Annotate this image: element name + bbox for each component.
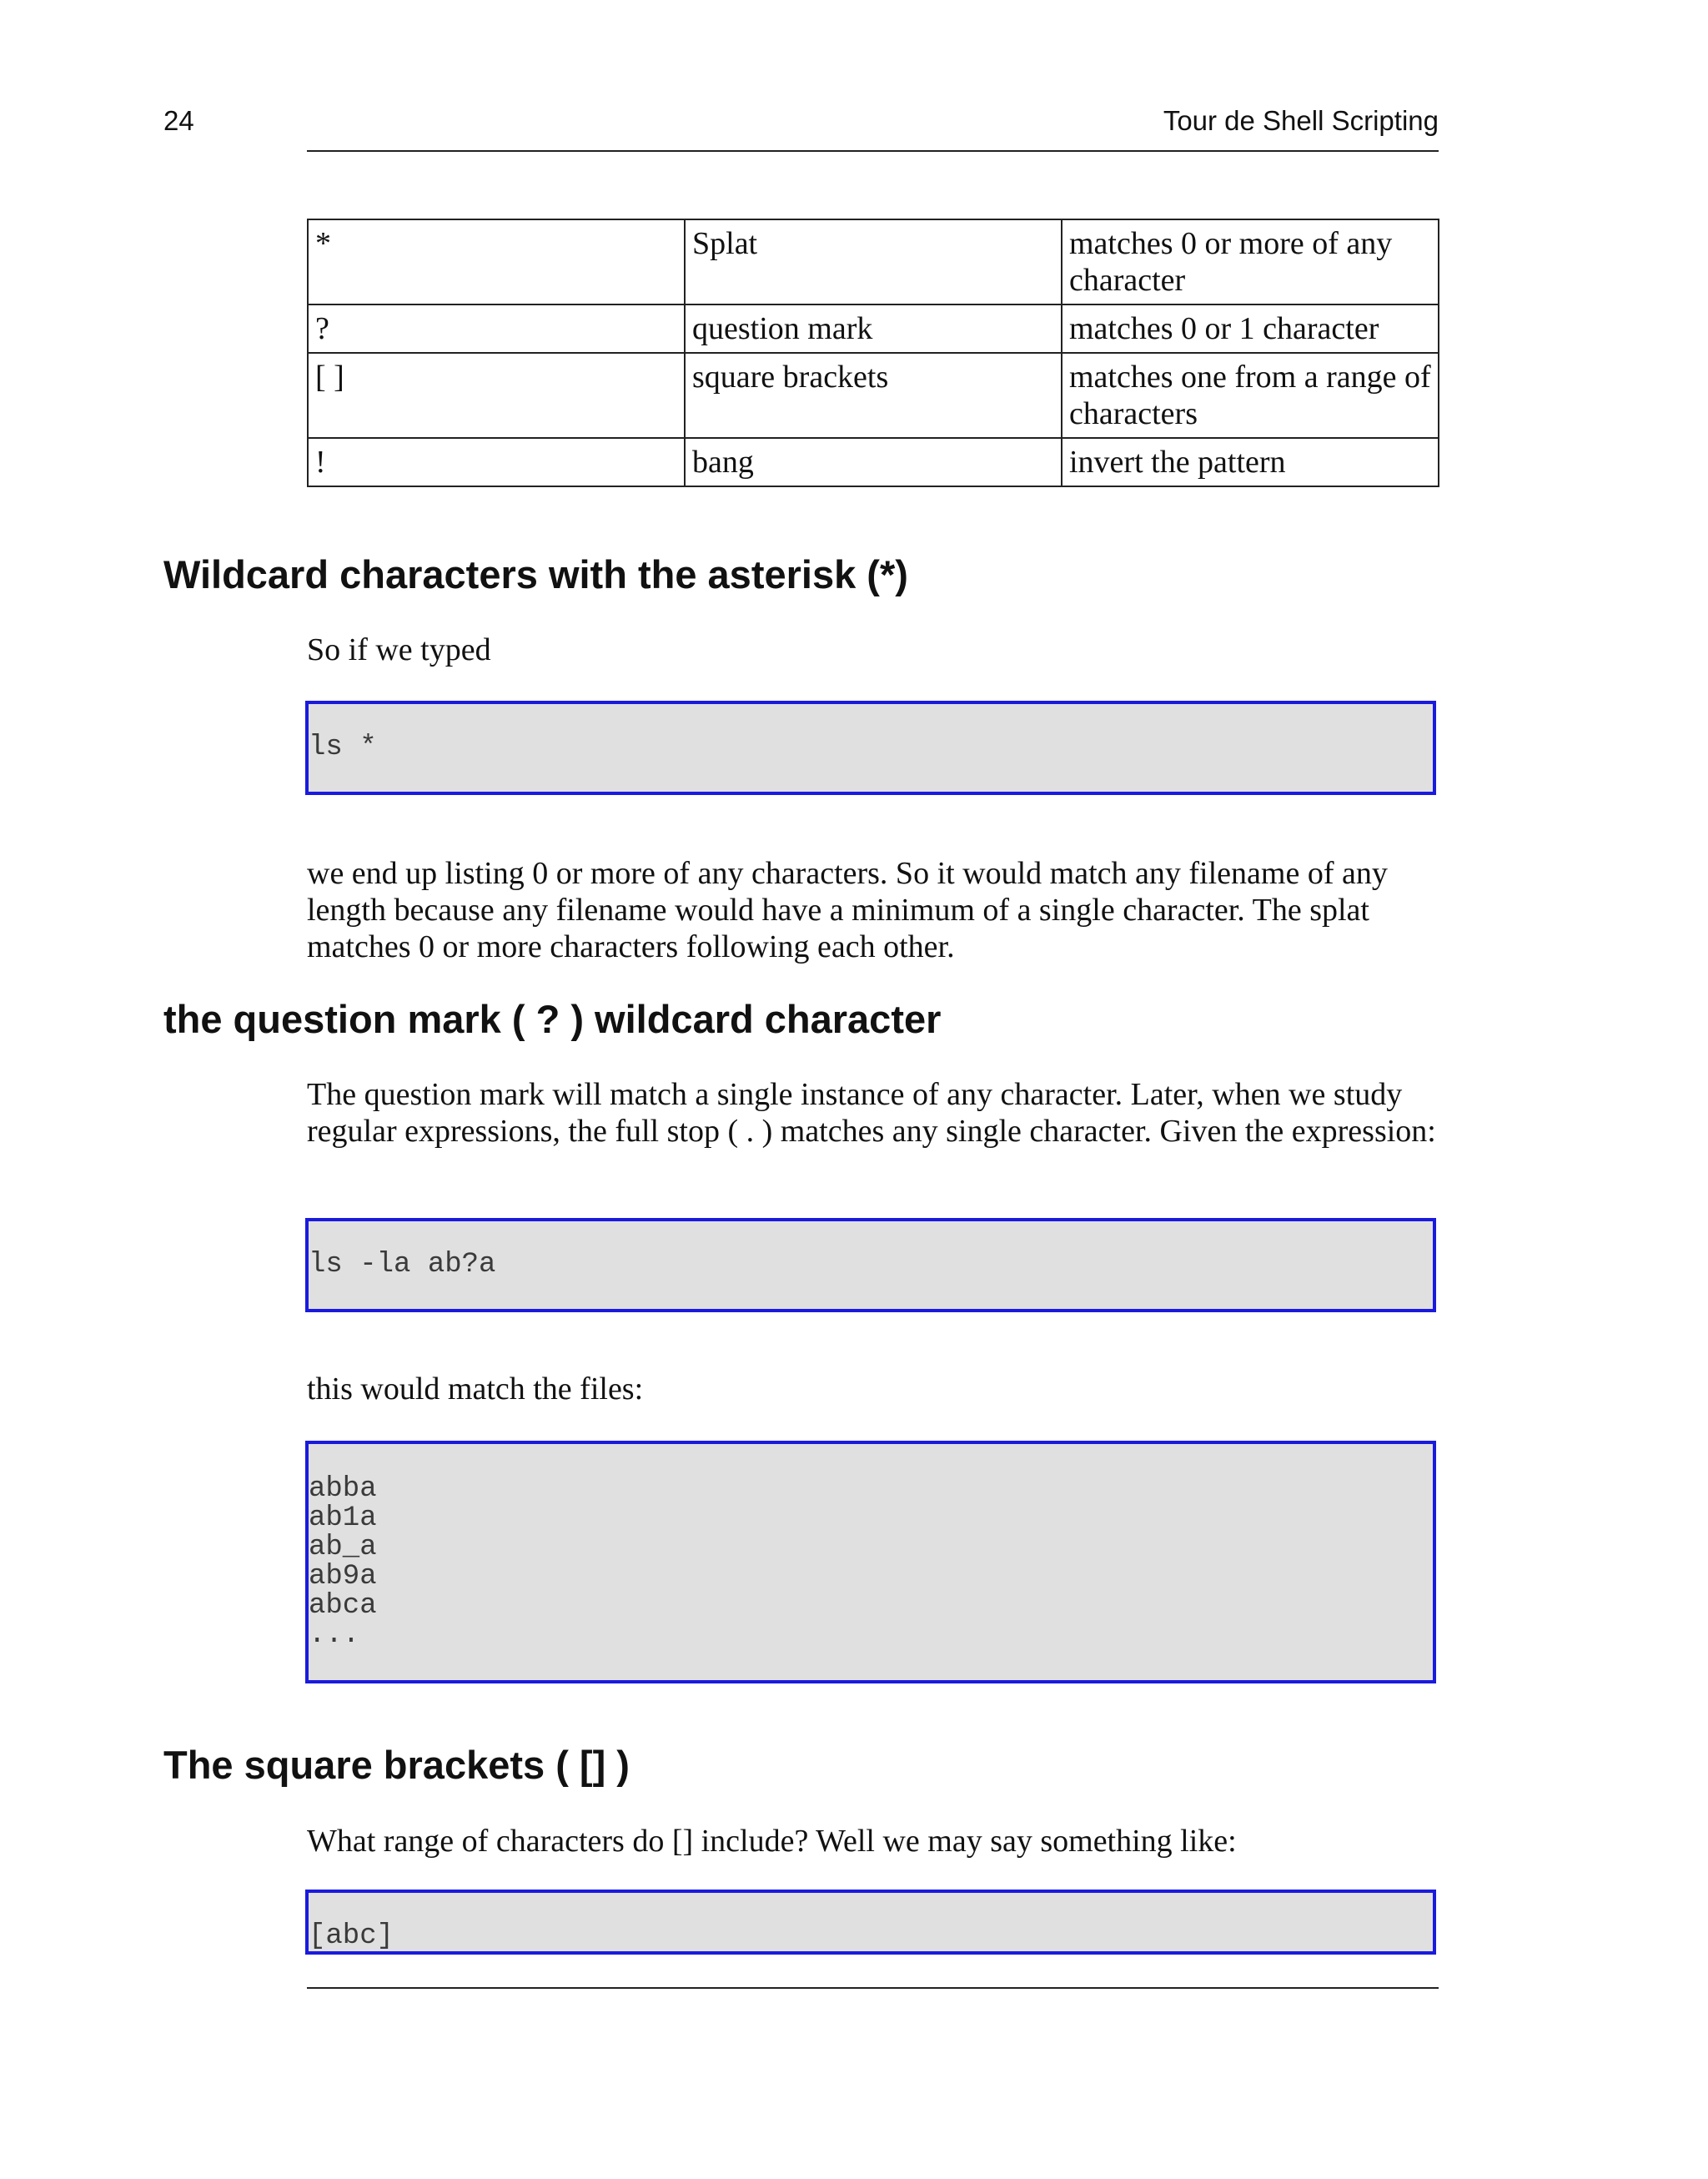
code-block — [305, 701, 1436, 795]
code-block — [305, 1218, 1436, 1312]
table-cell-name: Splat — [685, 219, 1062, 304]
table-cell-name: question mark — [685, 304, 1062, 353]
code-text: ls * — [309, 732, 377, 763]
wildcard-table — [307, 219, 1439, 487]
question-mark-match-intro: this would match the files: — [307, 1371, 644, 1407]
square-brackets-heading: The square brackets ( [] ) — [163, 1743, 630, 1787]
table-cell-description: matches one from a range of characters — [1062, 353, 1439, 438]
table-row — [308, 353, 1439, 438]
table-row — [308, 219, 1439, 304]
code-block — [305, 1441, 1436, 1683]
asterisk-heading: Wildcard characters with the asterisk (*) — [163, 552, 908, 596]
table-cell-description: invert the pattern — [1062, 438, 1439, 486]
table-cell-description: matches 0 or 1 character — [1062, 304, 1439, 353]
table-cell-symbol: ? — [308, 304, 685, 353]
page-number: 24 — [163, 105, 194, 136]
square-brackets-intro: What range of characters do [] include? Well we may say something like: — [307, 1824, 1237, 1859]
header-rule — [307, 150, 1439, 152]
code-text: ls -la ab?a — [309, 1249, 496, 1281]
table-cell-name: bang — [685, 438, 1062, 486]
code-text: abba ab1a ab_a ab9a abca ... — [309, 1473, 377, 1651]
table-cell-name: square brackets — [685, 353, 1062, 438]
asterisk-explanation: we end up listing 0 or more of any characters. So it would match any filename of any length because any filename would have a minimum of a single character. The splat matches 0 or more characters following each other. — [307, 856, 1388, 964]
table-cell-description: matches 0 or more of any character — [1062, 219, 1439, 304]
table-row — [308, 438, 1439, 486]
question-mark-intro: The question mark will match a single instance of any character. Later, when we study regular expressions, the full stop ( . ) matches any single character. Given the expression: — [307, 1077, 1436, 1149]
table-cell-symbol: [ ] — [308, 353, 685, 438]
code-block — [305, 1890, 1436, 1955]
table-cell-symbol: ! — [308, 438, 685, 486]
question-mark-heading: the question mark ( ? ) wildcard character — [163, 997, 942, 1041]
code-text: [abc] — [309, 1920, 394, 1952]
running-title: Tour de Shell Scripting — [1163, 105, 1439, 136]
asterisk-intro: So if we typed — [307, 632, 491, 667]
table-row — [308, 304, 1439, 353]
table-cell-symbol: * — [308, 219, 685, 304]
footer-rule — [307, 1987, 1439, 1989]
